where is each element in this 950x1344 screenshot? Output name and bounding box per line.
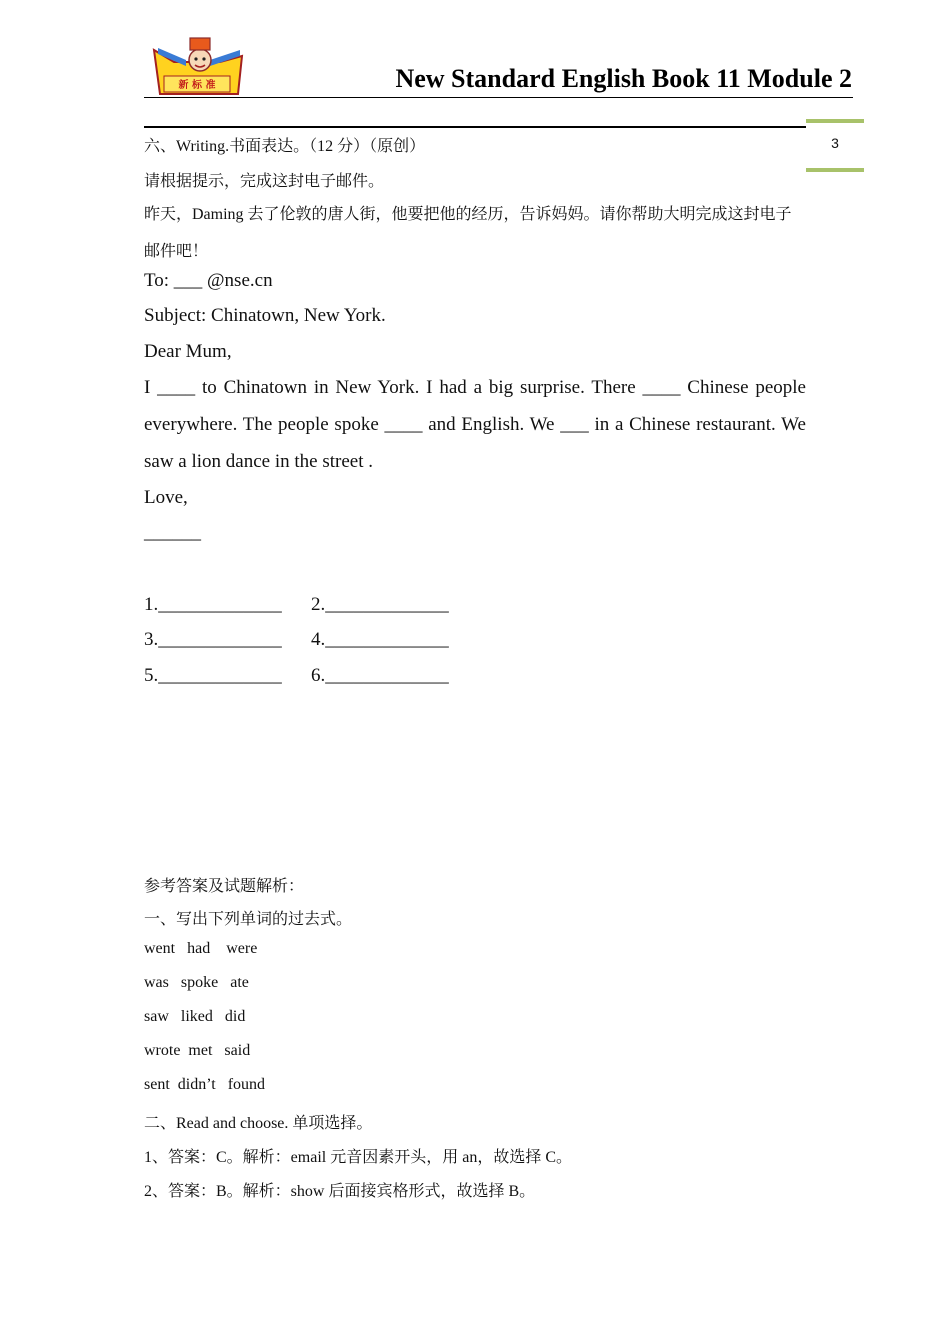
section2-answer-2: 2、答案：B。解析：show 后面接宾格形式，故选择 B。 [144, 1183, 536, 1200]
email-closing: Love, [144, 487, 188, 508]
email-body-line-1: I ____ to Chinatown in New York. I had a big surprise. There ____ Chinese people [144, 377, 806, 398]
section-rule [144, 126, 806, 128]
document-title: New Standard English Book 11 Module 2 [395, 64, 852, 93]
page-number-bar-top [806, 119, 864, 123]
answer-blank-1: 1._____________ [144, 594, 282, 615]
answer-blank-5: 5._____________ [144, 665, 282, 686]
answers-heading: 参考答案及试题解析： [144, 878, 305, 895]
header-rule [144, 97, 853, 98]
writing-instruction: 请根据提示，完成这封电子邮件。 [144, 173, 385, 190]
email-body-line-3: saw a lion dance in the street . [144, 451, 373, 472]
answer-blank-2: 2._____________ [311, 594, 449, 615]
section1-row: wrote met said [144, 1042, 251, 1059]
section1-row: saw liked did [144, 1008, 246, 1025]
logo-text: 新 标 准 [178, 80, 216, 91]
page-number: 3 [831, 135, 839, 151]
section1-heading: 一、写出下列单词的过去式。 [144, 911, 353, 928]
answer-blank-4: 4._____________ [311, 629, 449, 650]
section2-answer-1: 1、答案：C。解析：email 元音因素开头，用 an，故选择 C。 [144, 1149, 572, 1166]
answer-blank-6: 6._____________ [311, 665, 449, 686]
email-signature-blank: ______ [144, 522, 201, 543]
email-subject-line: Subject: Chinatown, New York. [144, 305, 386, 326]
section2-heading: 二、Read and choose. 单项选择。 [144, 1115, 373, 1132]
page-number-bar-bottom [806, 168, 864, 172]
section1-row: went had were [144, 940, 258, 957]
writing-heading: 六、Writing.书面表达。（12 分）（原创） [144, 138, 426, 155]
email-to-line: To: ___ @nse.cn [144, 270, 273, 291]
publisher-logo [150, 36, 244, 98]
section1-row: was spoke ate [144, 974, 249, 991]
email-greeting: Dear Mum, [144, 341, 232, 362]
email-body-line-2: everywhere. The people spoke ____ and English. We ___ in a Chinese restaurant. We [144, 414, 806, 435]
writing-prompt-line-1: 昨天，Daming 去了伦敦的唐人街，他要把他的经历，告诉妈妈。请你帮助大明完成这封电子 [144, 206, 792, 223]
section1-row: sent didn’t found [144, 1076, 266, 1093]
writing-prompt-line-2: 邮件吧！ [144, 243, 209, 260]
answer-blank-3: 3._____________ [144, 629, 282, 650]
